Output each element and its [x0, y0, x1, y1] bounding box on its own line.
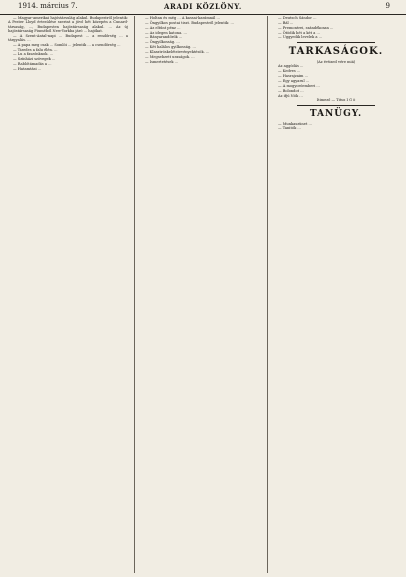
- article-paragraph: — Hasrajzaim ...: [278, 74, 308, 79]
- article-paragraph: — Magyar-amerikai hajóstársulág alakul. Budapestről jelentik: A Pester Lloyd értesülése szerint a jövő hét közepén a Cunard-társaság, ..., Budapesten hajóstársaság alakul. ... Az új hajóstársaság Fiuméból New-Yorkba járó ... hajókat.: [8, 16, 128, 33]
- article-paragraph: — Az eltűnt pénz ...: [145, 25, 181, 30]
- article-paragraph: — Ismertetések ...: [145, 59, 179, 64]
- article-paragraph: — Két halálos gyilkosság. ...: [145, 45, 196, 50]
- article-paragraph: — Tizedes a falu élén. ...: [13, 47, 58, 52]
- column-3: [273, 16, 399, 575]
- article-paragraph: — Az idegen katona. ...: [145, 30, 187, 35]
- article-paragraph: — Öngyilkosság. ...: [145, 40, 180, 45]
- article-paragraph: — Uggyedik levelek a ...: [278, 35, 323, 40]
- article-paragraph: — Öngyilkos postai tiszt. Budapestről jelentik: ...: [145, 20, 234, 25]
- column-divider: [267, 16, 268, 573]
- article-paragraph: — Tanitók ...: [278, 126, 301, 131]
- article-paragraph: Az aggódás ...: [278, 64, 304, 69]
- article-paragraph: — Színházi szövegek ...: [13, 57, 56, 62]
- issue-date: 1914. március 7.: [18, 2, 78, 10]
- article-paragraph: — Bányarandőrök ...: [145, 35, 183, 40]
- article-paragraph: — Holtan és még ... A kassai-karámnál ...: [145, 16, 220, 20]
- article-paragraph: — Egy agyarul ...: [278, 79, 310, 83]
- article-paragraph: — A mogyoróemberi ...: [278, 83, 320, 88]
- page-header: [0, 0, 406, 15]
- page-number: 9: [385, 2, 390, 10]
- section-title-tarkasagok: TARKASÁGOK.: [288, 45, 384, 57]
- article-paragraph: — Bolondot ...: [278, 88, 304, 93]
- article-paragraph: — Lu a faszónknok. ...: [13, 52, 54, 57]
- section-rule: [297, 105, 375, 106]
- column-divider: [134, 16, 135, 573]
- article-paragraph: — A papa meg csak ... Somlói ... jelentik ... a csendőrség ...: [13, 42, 121, 47]
- article-paragraph: — Bál ...: [278, 20, 294, 25]
- article-paragraph: — Munkaszünet ...: [278, 121, 312, 126]
- article-paragraph: — Deutsch Sándor ...: [278, 16, 317, 20]
- article-paragraph: — Klasztróskelétstevényektésök. ...: [145, 49, 210, 54]
- article-paragraph: — A Szent-Antal-napi ... Budapest ... a rendőrség ... a tárgyalás. ...: [8, 33, 128, 42]
- section-title-tanugy: TANÜGY.: [309, 108, 363, 119]
- signature-line: Itimező — Titus I G ö: [316, 98, 356, 103]
- newspaper-title: ARADI KÖZLÖNY.: [164, 2, 242, 11]
- article-paragraph: — Ötödik hét a két a ...: [278, 30, 320, 35]
- article-paragraph: — Premontrei, szándékosan ...: [278, 25, 334, 30]
- column-1: [8, 16, 128, 575]
- article-paragraph: — Megsebzett uraságok. ...: [145, 54, 195, 59]
- article-paragraph: Az ifjú Nök ...: [278, 93, 303, 98]
- section-subheading: (Az évtized vére miá): [316, 59, 356, 64]
- column-2: [140, 16, 260, 575]
- article-paragraph: — Kedves ...: [278, 69, 301, 74]
- article-paragraph: — Rablótámadás a ...: [13, 62, 52, 67]
- section-rule: [297, 42, 375, 43]
- article-paragraph: — Hatamtási ...: [13, 66, 42, 71]
